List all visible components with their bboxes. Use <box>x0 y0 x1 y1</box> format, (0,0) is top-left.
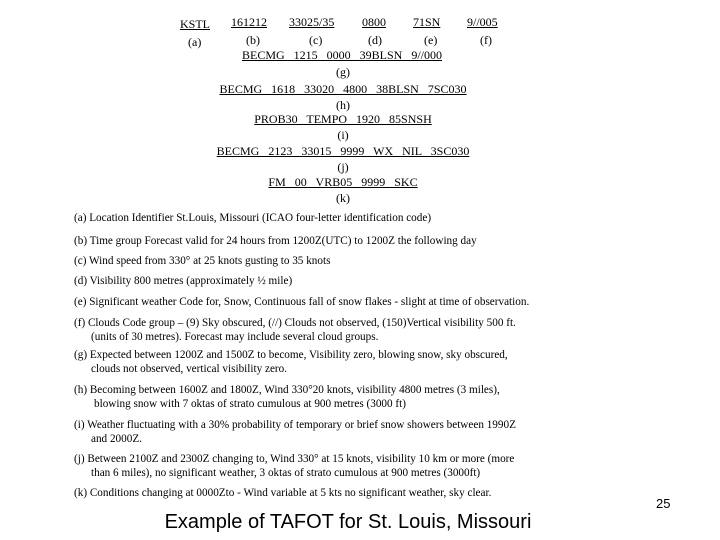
label-d: (d) <box>368 33 382 47</box>
explanation-h: (h) Becoming between 1600Z and 1800Z, Wind 330°20 knots, visibility 4800 metres (3 miles), blowing snow with 7 oktas of strato cumulous at 900 metres (3000 ft) <box>74 384 500 410</box>
code-time-group: 161212 <box>231 15 267 29</box>
code-weather-group: 71SN <box>413 15 441 29</box>
slide-caption: Example of TAFOT for St. Louis, Missouri <box>164 511 532 533</box>
explanation-e: (e) Significant weather Code for, Snow, Continuous fall of snow flakes - slight at time of observation. <box>74 296 530 308</box>
label-c: (c) <box>309 33 323 47</box>
label-e: (e) <box>424 33 438 47</box>
code-cloud-group: 9//005 <box>467 15 498 29</box>
explanation-c: (c) Wind speed from 330° at 25 knots gusting to 35 knots <box>74 255 331 267</box>
label-g: (g) <box>336 65 350 79</box>
code-group-j: BECMG 2123 33015 9999 WX NIL 3SC030 <box>216 144 470 158</box>
label-b: (b) <box>246 33 260 47</box>
explanation-b: (b) Time group Forecast valid for 24 hours from 1200Z(UTC) to 1200Z the following day <box>74 235 477 247</box>
code-wind-group: 33025/35 <box>289 15 335 29</box>
label-a: (a) <box>188 35 202 49</box>
explanation-g: (g) Expected between 1200Z and 1500Z to become, Visibility zero, blowing snow, sky obscured, clouds not observed, vertical visibility zero. <box>74 349 508 375</box>
code-station: KSTL <box>180 17 210 31</box>
explanation-f: (f) Clouds Code group – (9) Sky obscured, (//) Clouds not observed, (150)Vertical visibility 500 ft. (units of 30 metres). Forecast may include several cloud groups. <box>74 317 516 343</box>
explanation-a: (a) Location Identifier St.Louis, Missouri (ICAO four-letter identification code) <box>74 212 432 224</box>
explanation-d: (d) Visibility 800 metres (approximately ½ mile) <box>74 275 293 287</box>
explanation-k: (k) Conditions changing at 0000Zto - Wind variable at 5 kts no significant weather, sky clear. <box>74 487 492 499</box>
label-j: (j) <box>337 160 349 174</box>
label-h: (h) <box>336 98 350 112</box>
code-group-k: FM 00 VRB05 9999 SKC <box>268 175 418 189</box>
code-group-g: BECMG 1215 0000 39BLSN 9//000 <box>241 48 442 62</box>
explanation-i: (i) Weather fluctuating with a 30% probability of temporary or brief snow showers between 1990Z and 2000Z. <box>74 419 516 445</box>
code-visibility-group: 0800 <box>362 15 386 29</box>
explanation-j: (j) Between 2100Z and 2300Z changing to, Wind 330° at 15 knots, visibility 10 km or more (more than 6 miles), no significant weather, 3 oktas of strato cumulous at 900 metres (3000ft) <box>74 453 515 479</box>
code-group-i: PROB30 TEMPO 1920 85SNSH <box>254 112 432 126</box>
code-group-h: BECMG 1618 33020 4800 38BLSN 7SC030 <box>219 82 467 96</box>
page-number: 25 <box>656 496 671 511</box>
label-k: (k) <box>336 191 350 205</box>
label-i: (i) <box>337 128 349 142</box>
label-f: (f) <box>480 33 492 47</box>
